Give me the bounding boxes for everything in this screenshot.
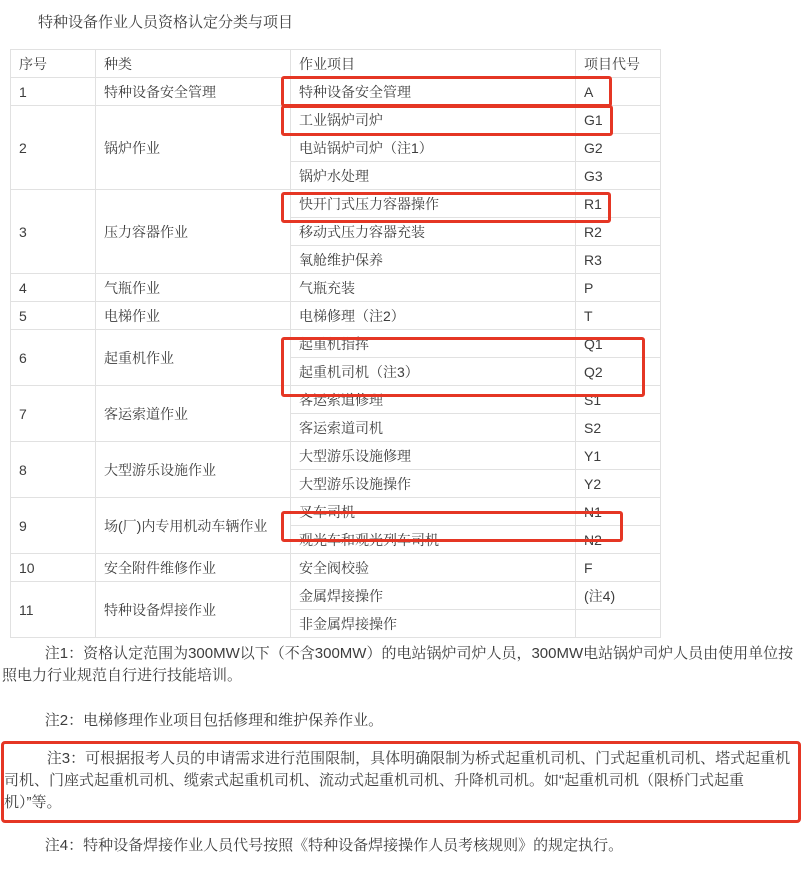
cell-code: G3 <box>576 162 661 190</box>
cell-code: T <box>576 302 661 330</box>
cell-category: 特种设备焊接作业 <box>96 582 291 638</box>
cell-project: 气瓶充装 <box>291 274 576 302</box>
table-row <box>11 190 661 218</box>
table-row <box>11 386 661 414</box>
cell-code: N2 <box>576 526 661 554</box>
cell-project: 非金属焊接操作 <box>291 610 576 638</box>
cell-project: 起重机司机（注3） <box>291 358 576 386</box>
cell-category: 大型游乐设施作业 <box>96 442 291 498</box>
column-header: 种类 <box>96 50 291 78</box>
cell-code: A <box>576 78 661 106</box>
table-row <box>11 582 661 610</box>
cell-serial-number: 2 <box>11 106 96 190</box>
cell-serial-number: 3 <box>11 190 96 274</box>
cell-project: 安全阀校验 <box>291 554 576 582</box>
note-1: 注1：资格认定范围为300MW以下（不含300MW）的电站锅炉司炉人员，300MW电站锅炉司炉人员由使用单位按照电力行业规范自行进行技能培训。 <box>2 645 794 684</box>
cell-project: 大型游乐设施操作 <box>291 470 576 498</box>
cell-code: S2 <box>576 414 661 442</box>
cell-project: 氧舱维护保养 <box>291 246 576 274</box>
qualification-table <box>10 49 661 638</box>
cell-category: 场(厂)内专用机动车辆作业 <box>96 498 291 554</box>
cell-code: G1 <box>576 106 661 134</box>
cell-serial-number: 11 <box>11 582 96 638</box>
cell-serial-number: 8 <box>11 442 96 498</box>
cell-project: 锅炉水处理 <box>291 162 576 190</box>
cell-project: 客运索道修理 <box>291 386 576 414</box>
table-row <box>11 78 661 106</box>
cell-code: Y1 <box>576 442 661 470</box>
cell-code: Q2 <box>576 358 661 386</box>
cell-code: P <box>576 274 661 302</box>
qualification-table-head <box>11 50 661 78</box>
table-row <box>11 302 661 330</box>
cell-serial-number: 6 <box>11 330 96 386</box>
notes-section <box>2 643 801 857</box>
cell-project: 电站锅炉司炉（注1） <box>291 134 576 162</box>
cell-project: 工业锅炉司炉 <box>291 106 576 134</box>
table-row <box>11 554 661 582</box>
cell-category: 起重机作业 <box>96 330 291 386</box>
cell-project: 电梯修理（注2） <box>291 302 576 330</box>
cell-code: F <box>576 554 661 582</box>
table-row <box>11 274 661 302</box>
cell-code: N1 <box>576 498 661 526</box>
cell-category: 气瓶作业 <box>96 274 291 302</box>
cell-project: 移动式压力容器充装 <box>291 218 576 246</box>
cell-serial-number: 5 <box>11 302 96 330</box>
cell-project: 大型游乐设施修理 <box>291 442 576 470</box>
table-row <box>11 442 661 470</box>
cell-serial-number: 10 <box>11 554 96 582</box>
cell-project: 快开门式压力容器操作 <box>291 190 576 218</box>
cell-serial-number: 1 <box>11 78 96 106</box>
cell-project: 特种设备安全管理 <box>291 78 576 106</box>
cell-category: 客运索道作业 <box>96 386 291 442</box>
table-row <box>11 106 661 134</box>
table-row <box>11 498 661 526</box>
note-3: 注3：可根据报考人员的申请需求进行范围限制，具体明确限制为桥式起重机司机、门式起重机司机、塔式起重机司机、门座式起重机司机、缆索式起重机司机、流动式起重机司机、升降机司机。如“起重机司机（限桥门式起重机）”等。 <box>4 750 791 811</box>
cell-code: R3 <box>576 246 661 274</box>
cell-serial-number: 4 <box>11 274 96 302</box>
column-header: 项目代号 <box>576 50 661 78</box>
cell-category: 压力容器作业 <box>96 190 291 274</box>
cell-serial-number: 7 <box>11 386 96 442</box>
cell-project: 叉车司机 <box>291 498 576 526</box>
cell-project: 金属焊接操作 <box>291 582 576 610</box>
cell-code: S1 <box>576 386 661 414</box>
cell-project: 观光车和观光列车司机 <box>291 526 576 554</box>
cell-code <box>576 610 661 638</box>
note-4: 注4：特种设备焊接作业人员代号按照《特种设备焊接操作人员考核规则》的规定执行。 <box>44 837 624 854</box>
cell-project: 客运索道司机 <box>291 414 576 442</box>
qualification-table-body <box>11 78 661 638</box>
cell-code: (注4) <box>576 582 661 610</box>
cell-category: 电梯作业 <box>96 302 291 330</box>
cell-project: 起重机指挥 <box>291 330 576 358</box>
cell-category: 锅炉作业 <box>96 106 291 190</box>
cell-serial-number: 9 <box>11 498 96 554</box>
cell-code: Q1 <box>576 330 661 358</box>
page-title: 特种设备作业人员资格认定分类与项目 <box>38 14 294 31</box>
column-header: 序号 <box>11 50 96 78</box>
cell-category: 安全附件维修作业 <box>96 554 291 582</box>
cell-category: 特种设备安全管理 <box>96 78 291 106</box>
cell-code: Y2 <box>576 470 661 498</box>
note-2: 注2：电梯修理作业项目包括修理和维护保养作业。 <box>44 712 384 729</box>
cell-code: R2 <box>576 218 661 246</box>
table-wrap <box>10 49 660 638</box>
cell-code: G2 <box>576 134 661 162</box>
table-row <box>11 330 661 358</box>
cell-code: R1 <box>576 190 661 218</box>
note-3-highlight-box <box>1 741 801 823</box>
header-row <box>11 50 661 78</box>
column-header: 作业项目 <box>291 50 576 78</box>
